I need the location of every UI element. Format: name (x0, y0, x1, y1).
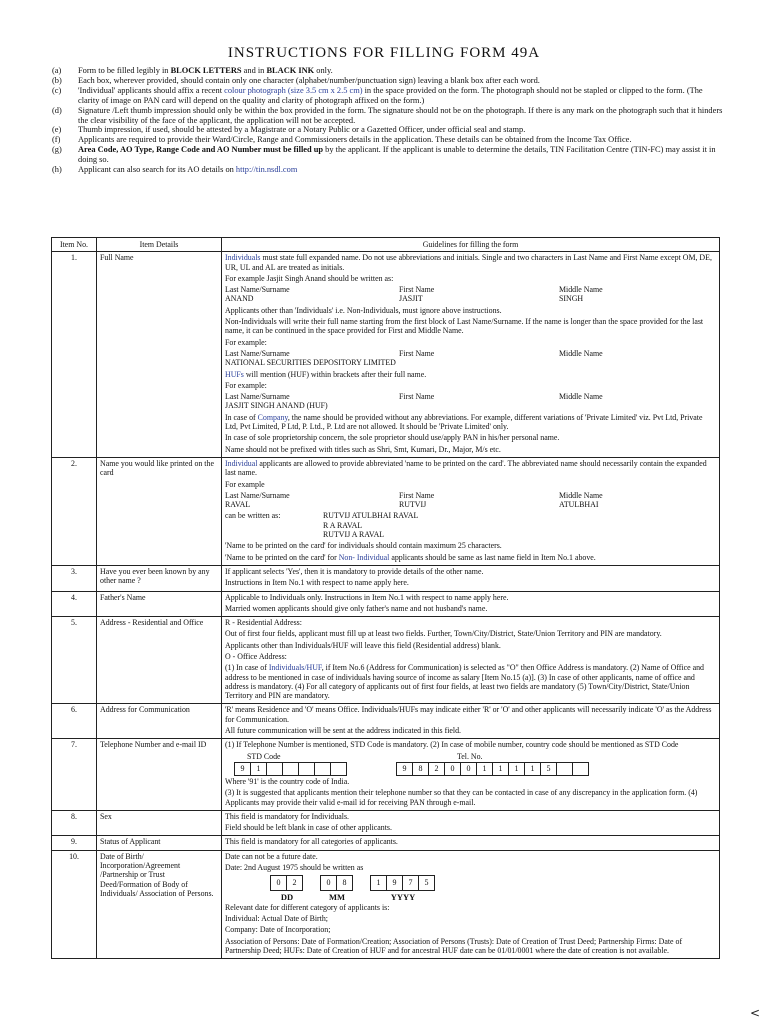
item-number: 10. (52, 850, 97, 958)
text-run: http://tin.nsdl.com (235, 165, 298, 175)
text-run: Individuals (225, 253, 261, 263)
text-run: Married women applicants should give only father's name and not husband's name. (225, 603, 488, 613)
guidelines-cell (222, 457, 720, 565)
guidelines-cell (222, 704, 720, 739)
std-code-box (298, 762, 315, 776)
guideline-text (225, 317, 716, 336)
tel-no-box: 1 (524, 762, 541, 776)
item-number: 4. (52, 591, 97, 617)
example-name-cell: First Name (399, 285, 435, 295)
guideline-text (225, 641, 716, 650)
example-name-cell: First Name (399, 348, 435, 358)
example-abbreviation-line (225, 521, 716, 530)
guideline-text (225, 863, 716, 872)
guideline-text (225, 604, 716, 613)
text-run: Thumb impression, if used, should be attested by a Magistrate or a Notary Public or a Gazetted Officer, under official seal and stamp. (78, 125, 526, 135)
date-boxes (371, 875, 435, 891)
text-run: Instructions in Item No.1 with respect to name apply here. (225, 578, 409, 588)
header-guidelines: Guidelines for filling the form (222, 238, 720, 252)
example-name-cell: SINGH (559, 294, 584, 304)
instruction-item (52, 135, 724, 145)
item-number: 8. (52, 810, 97, 836)
text-run: by the applicant. If the applicant is unable to determine the details, TIN Facilitation Centre (TIN-FC) may assist it in doing so. (78, 145, 716, 165)
guideline-text (225, 740, 716, 749)
text-run: Applicants are required to provide their Ward/Circle, Range and Commissioners details in the application. These details can be obtained from the Income Tax Office. (78, 135, 632, 145)
instruction-text (78, 125, 724, 135)
instruction-text (78, 165, 724, 175)
corner-symbol: < (749, 1006, 760, 1020)
text-run: 'Individual' applicants should affix a recent (78, 85, 225, 95)
example-name-cell: Middle Name (559, 285, 603, 295)
text-run: applicants should be same as last name field in Item No.1 above. (389, 552, 596, 562)
guideline-text (225, 705, 716, 724)
tel-no-box: 5 (540, 762, 557, 776)
text-run: Form to be filled legibly in (78, 66, 171, 75)
text-run: This field is mandatory for Individuals. (225, 811, 350, 821)
date-part-label: DD (280, 892, 294, 903)
guideline-text (225, 445, 716, 454)
example-name-cell: Middle Name (559, 490, 603, 500)
instruction-label: (a) (52, 66, 62, 75)
example-name-cell: First Name (399, 392, 435, 402)
guideline-text (225, 663, 716, 700)
text-run: In case of (225, 412, 258, 422)
guideline-text (225, 618, 716, 627)
item-details: Address - Residential and Office (97, 617, 222, 704)
guideline-text (225, 652, 716, 661)
text-run: 'Name to be printed on the card' for (225, 552, 339, 562)
instruction-item (52, 165, 724, 175)
guideline-text (225, 433, 716, 442)
example-name-grid (225, 392, 716, 411)
text-run: (3) It is suggested that applicants mention their telephone number so that they can be contacted in case of any discrepancy in the application form. (4) Applicants may provide their valid e-mail id for receiving PAN through e-mail. (225, 788, 698, 807)
std-code-label: STD Code (247, 751, 281, 761)
example-name-cell: RUTVIJ (399, 500, 427, 510)
text-run: Out of first four fields, applicant must fill up at least two fields. Further, Town/City/District, State/Union Territory and PIN are mandatory. (225, 629, 662, 639)
guideline-text (225, 306, 716, 315)
date-group (371, 875, 435, 902)
instruction-item (52, 125, 724, 135)
example-name-cell: Middle Name (559, 392, 603, 402)
table-row (52, 565, 720, 591)
text-run: Where '91' is the country code of India. (225, 776, 350, 786)
text-run: For example (225, 479, 265, 489)
text-run: Signature /Left thumb impression should only be within the box provided in the form. The signature should not be on the photograph. If there is any mark on the photograph such that it hinders the clear visibility of the face of the applicant, the application will not be accepted. (78, 105, 723, 125)
instruction-item (52, 66, 724, 76)
std-code-box (266, 762, 283, 776)
tel-no-box: 1 (508, 762, 525, 776)
table-row (52, 836, 720, 850)
example-name-cell: Last Name/Surname (225, 285, 290, 295)
instruction-label: (b) (52, 75, 62, 85)
text-run: Individual (225, 458, 258, 468)
example-name-cell (399, 358, 559, 367)
date-box: 7 (402, 875, 419, 891)
example-name-grid (225, 349, 716, 368)
text-run: colour photograph (size 3.5 cm x 2.5 cm) (224, 85, 363, 95)
guideline-text (225, 338, 716, 347)
guidelines-cell (222, 836, 720, 850)
instruction-label: (h) (52, 165, 62, 175)
guidelines-cell (222, 850, 720, 958)
item-details: Date of Birth/ Incorporation/Agreement /Partnership or Trust Deed/Formation of Body of Individuals/ Association of Persons. (97, 850, 222, 958)
guideline-text (225, 274, 716, 283)
text-run: and in (241, 66, 267, 75)
item-details: Status of Applicant (97, 836, 222, 850)
guideline-text (225, 925, 716, 934)
guideline-text (225, 553, 716, 562)
example-name-cell: Last Name/Surname (225, 348, 290, 358)
example-name-grid (225, 285, 716, 304)
tel-no-label: Tel. No. (457, 751, 483, 761)
example-name-cell: JASJIT (399, 294, 423, 304)
instruction-text (78, 106, 724, 126)
example-name-cell (559, 401, 716, 410)
example-lead-label: can be written as: (225, 511, 281, 521)
guideline-text (225, 381, 716, 390)
text-run: , if Item No.6 (Address for Communication) is selected as "O" then Office Address is mandatory. (2) Name of Office and address to be mentioned in case of individuals having source of income as salary [Item No.15 (a)]. (3) In case of other applicants, name of office and address is mandatory. (4) For all category of applicants out of first four fields, at least two fields are mandatory (5) Town/City/District, State/Union Territory and PIN are mandatory. (225, 663, 705, 701)
example-name-cell: NATIONAL SECURITIES DEPOSITORY LIMITED (225, 358, 396, 368)
text-run: Association of Persons: Date of Formation/Creation; Association of Persons (Trusts): Date of Creation of Trust Deed; Partnership Firms: Date of Partnership Deed; HUFs: Date of Creation of HUF and for ancestral HUF date can be 01/01/0001 where the date of creation is not available. (225, 936, 683, 955)
phone-labels (225, 752, 716, 761)
guideline-text (225, 480, 716, 489)
guideline-text (225, 726, 716, 735)
date-boxes (271, 875, 303, 891)
header-item-details: Item Details (97, 238, 222, 252)
instruction-label: (e) (52, 125, 62, 135)
guideline-text (225, 629, 716, 638)
text-run: In case of sole proprietorship concern, the sole proprietor should use/apply PAN in his/her personal name. (225, 433, 560, 443)
guideline-text (225, 852, 716, 861)
text-run: Name should not be prefixed with titles such as Shri, Smt, Kumari, Dr., Major, M/s etc. (225, 444, 501, 454)
text-run: Applicants other than 'Individuals' i.e. Non-Individuals, must ignore above instructions. (225, 305, 502, 315)
instruction-item (52, 106, 724, 126)
example-name-cell (559, 358, 716, 367)
item-number: 5. (52, 617, 97, 704)
example-name-cell: First Name (399, 490, 435, 500)
example-name-cell: Last Name/Surname (225, 490, 290, 500)
text-run: Company: Date of Incorporation; (225, 925, 331, 935)
table-header-row (52, 238, 720, 252)
example-abbreviations (225, 511, 716, 539)
guideline-text (225, 459, 716, 478)
instruction-item (52, 76, 724, 86)
text-run: will mention (HUF) within brackets after their full name. (243, 369, 427, 379)
text-run: Individual: Actual Date of Birth; (225, 913, 328, 923)
instruction-text (78, 66, 724, 76)
guideline-text (225, 370, 716, 379)
text-run: Individuals/HUF (268, 663, 322, 673)
instruction-item (52, 86, 724, 106)
tel-no-box (556, 762, 573, 776)
instruction-text (78, 76, 724, 86)
std-code-box (314, 762, 331, 776)
guideline-text (225, 593, 716, 602)
date-example (271, 875, 716, 902)
item-details: Father's Name (97, 591, 222, 617)
item-number: 2. (52, 457, 97, 565)
date-part-label: YYYY (390, 892, 416, 903)
text-run: , the name should be provided without any abbreviations. For example, different variations of 'Private Limited' viz. Pvt Ltd, Private Ltd, Pvt Limited, P Ltd, P. Ltd., P. Ltd are not allowed. It should be 'Private Limited' only. (225, 412, 703, 432)
example-name-cell: Last Name/Surname (225, 392, 290, 402)
text-run: (1) If Telephone Number is mentioned, STD Code is mandatory. (2) In case of mobile number, country code should be mentioned as STD Code (225, 740, 679, 750)
guideline-text (225, 812, 716, 821)
date-box: 9 (386, 875, 403, 891)
example-name-cell: ANAND (225, 294, 254, 304)
guideline-text (225, 903, 716, 912)
guideline-text (225, 253, 716, 272)
text-run: Date: 2nd August 1975 should be written as (225, 863, 364, 873)
guideline-text (225, 823, 716, 832)
text-run: Area Code, AO Type, Range Code and AO Number must be filled up (78, 145, 324, 155)
tel-no-box: 9 (396, 762, 413, 776)
instruction-label: (d) (52, 105, 62, 115)
guideline-text (225, 837, 716, 846)
date-box: 1 (370, 875, 387, 891)
instruction-label: (c) (52, 85, 62, 95)
guidelines-cell (222, 591, 720, 617)
guidelines-table (51, 237, 720, 959)
std-code-box (330, 762, 347, 776)
example-name-cell: RAVAL (225, 500, 251, 510)
text-run: All future communication will be sent at the address indicated in this field. (225, 726, 462, 736)
guideline-text (225, 914, 716, 923)
tel-no-box: 1 (476, 762, 493, 776)
guidelines-cell (222, 565, 720, 591)
date-box: 0 (270, 875, 287, 891)
text-run: Applicable to Individuals only. Instructions in Item No.1 with respect to name apply here. (225, 592, 509, 602)
guidelines-cell (222, 739, 720, 810)
instruction-text (78, 86, 724, 106)
text-run: Each box, wherever provided, should contain only one character (alphabet/number/punctuation sign) leaving a blank box after each word. (78, 75, 540, 85)
text-run: Company (257, 412, 288, 422)
table-row (52, 810, 720, 836)
text-run: Relevant date for different category of applicants is: (225, 902, 390, 912)
item-number: 1. (52, 252, 97, 458)
header-item-no: Item No. (52, 238, 97, 252)
text-run: For example: (225, 337, 267, 347)
table-row (52, 704, 720, 739)
item-number: 6. (52, 704, 97, 739)
guideline-text (225, 777, 716, 786)
item-details: Sex (97, 810, 222, 836)
tel-no-box: 8 (412, 762, 429, 776)
item-number: 7. (52, 739, 97, 810)
std-code-box: 1 (250, 762, 267, 776)
instruction-text (78, 145, 724, 165)
text-run: Applicants other than Individuals/HUF will leave this field (Residential address) blank. (225, 640, 501, 650)
text-run: Date can not be a future date. (225, 851, 318, 861)
example-abbreviation: R A RAVAL (323, 520, 363, 530)
date-box: 8 (336, 875, 353, 891)
tel-no-box (572, 762, 589, 776)
guidelines-cell (222, 617, 720, 704)
text-run: HUFs (225, 369, 244, 379)
std-code-box (282, 762, 299, 776)
item-number: 3. (52, 565, 97, 591)
instruction-item (52, 145, 724, 165)
example-name-grid (225, 491, 716, 510)
text-run: only. (314, 66, 333, 75)
text-run: (1) In case of (225, 663, 269, 673)
tel-no-box: 0 (444, 762, 461, 776)
item-details: Telephone Number and e-mail ID (97, 739, 222, 810)
table-row (52, 739, 720, 810)
std-code-box: 9 (234, 762, 251, 776)
example-name-cell (399, 401, 559, 410)
text-run: O - Office Address: (225, 651, 287, 661)
text-run: must state full expanded name. Do not use abbreviations and initials. Single and two characters in Last Name and First Name except OM, DE, UR, UL and AL are treated as initials. (225, 253, 712, 272)
item-details: Address for Communication (97, 704, 222, 739)
item-details: Have you ever been known by any other name ? (97, 565, 222, 591)
page-title: INSTRUCTIONS FOR FILLING FORM 49A (227, 45, 541, 61)
guideline-text (225, 567, 716, 576)
table-row (52, 252, 720, 458)
tel-no-box: 0 (460, 762, 477, 776)
tel-no-box: 1 (492, 762, 509, 776)
item-details: Full Name (97, 252, 222, 458)
text-run: BLACK INK (266, 66, 315, 75)
instructions-list (52, 66, 724, 175)
table-row (52, 617, 720, 704)
text-run: Applicant can also search for its AO details on (78, 165, 236, 175)
date-box: 2 (286, 875, 303, 891)
example-abbreviation-line (225, 511, 716, 520)
guideline-text (225, 578, 716, 587)
text-run: Field should be left blank in case of other applicants. (225, 823, 392, 833)
text-run: Non- Individual (338, 552, 390, 562)
example-name-cell: JASJIT SINGH ANAND (HUF) (225, 401, 328, 411)
text-run: applicants are allowed to provide abbreviated 'name to be printed on the card'. The abbreviated name should necessarily contain the expanded last name. (225, 458, 707, 478)
table-row (52, 591, 720, 617)
table-row (52, 850, 720, 958)
guideline-text (225, 937, 716, 956)
guideline-text (225, 413, 716, 432)
date-box: 5 (418, 875, 435, 891)
item-details: Name you would like printed on the card (97, 457, 222, 565)
phone-boxes (235, 762, 716, 776)
date-group (321, 875, 353, 902)
tel-no-box: 2 (428, 762, 445, 776)
example-abbreviation: RUTVIJ A RAVAL (323, 530, 385, 540)
guidelines-cell (222, 252, 720, 458)
text-run: For example: (225, 380, 267, 390)
item-number: 9. (52, 836, 97, 850)
text-run: 'Name to be printed on the card' for individuals should contain maximum 25 characters. (225, 541, 502, 551)
example-name-cell: ATULBHAI (559, 500, 599, 510)
instruction-label: (g) (52, 145, 62, 155)
date-boxes (321, 875, 353, 891)
text-run: R - Residential Address: (225, 618, 302, 628)
text-run: This field is mandatory for all categories of applicants. (225, 837, 398, 847)
example-abbreviation: RUTVIJ ATULBHAI RAVAL (323, 511, 419, 521)
guideline-text (225, 788, 716, 807)
guideline-text (225, 541, 716, 550)
text-run: If applicant selects 'Yes', then it is mandatory to provide details of the other name. (225, 566, 484, 576)
text-run: in the space provided on the form. The photograph should not be stapled or clipped to the form. (The clarity of image on PAN card will depend on the quality and clarity of photograph affixed on the form.) (78, 85, 703, 105)
text-run: For example Jasjit Singh Anand should be written as: (225, 273, 394, 283)
text-run: 'R' means Residence and 'O' means Office. Individuals/HUFs may indicate either 'R' or 'O' and other applicants will necessarily indicate 'O' as the Address for Communication. (225, 705, 712, 724)
guidelines-cell (222, 810, 720, 836)
text-run: BLOCK LETTERS (170, 66, 242, 75)
instruction-label: (f) (52, 135, 61, 145)
example-abbreviation-line (225, 530, 716, 539)
date-part-label: MM (328, 892, 346, 903)
instruction-text (78, 135, 724, 145)
date-box: 0 (320, 875, 337, 891)
example-name-cell: Middle Name (559, 348, 603, 358)
text-run: Non-Individuals will write their full name starting from the first block of Last Name/Surname. If the name is longer than the space provided for the last name, it can be continued in the space provided for First and Middle Name. (225, 317, 704, 336)
table-row (52, 457, 720, 565)
date-group (271, 875, 303, 902)
